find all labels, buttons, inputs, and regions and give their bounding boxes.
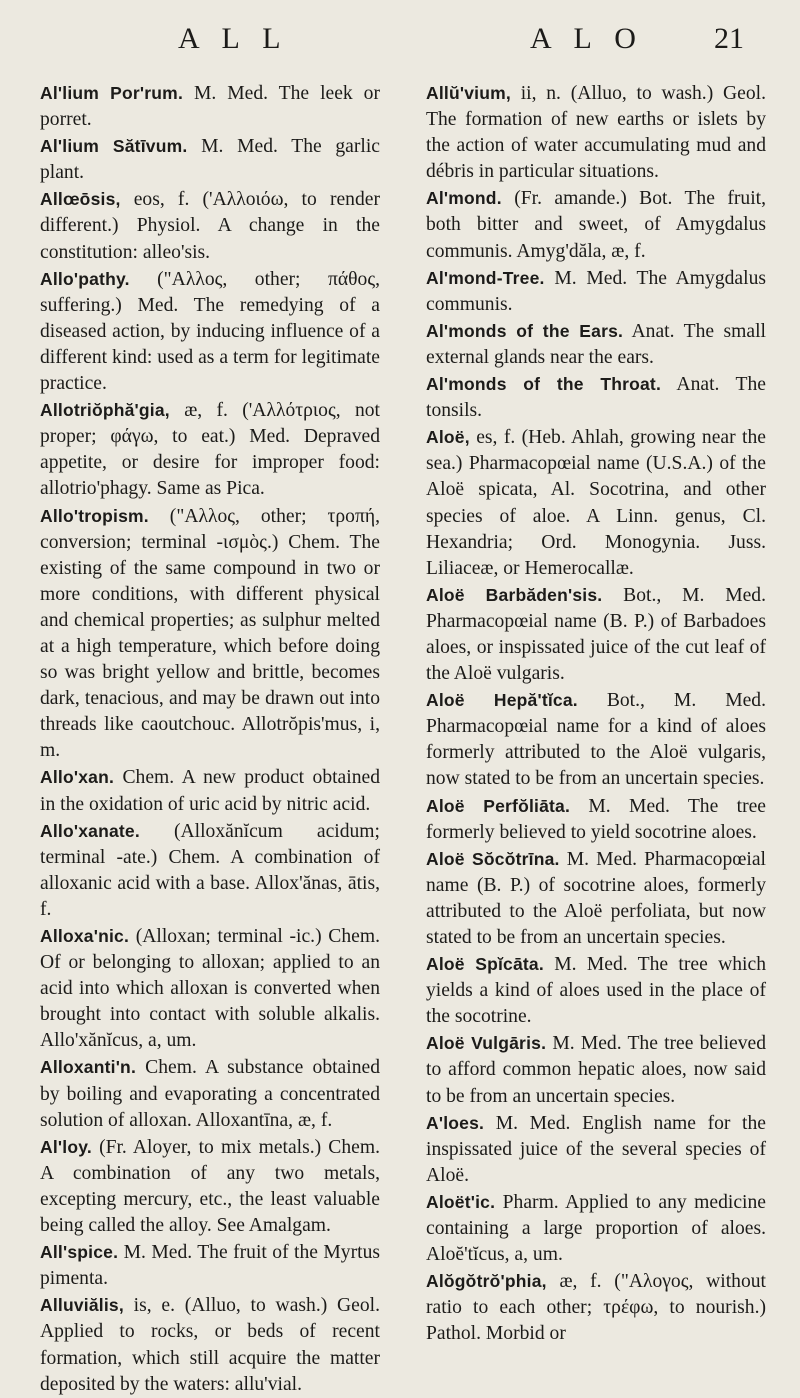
entry-headword: Allœōsis, <box>40 189 121 210</box>
entry-definition: æ, f. ('Αλλότριος, not proper; φάγω, to eat.) Med. Depraved appetite, or desire for improper food: allotrio'phagy. Same as Pica. <box>40 400 380 500</box>
entry-definition: is, e. (Alluo, to wash.) Geol. Applied to rocks, or beds of recent formation, which still acquire the matter deposited by the waters: allu'vial. <box>40 1295 380 1395</box>
dictionary-entry <box>426 951 766 1030</box>
entry-definition: Bot., M. Med. Pharmacopœial name for a kind of aloes formerly attributed to the Aloë vulgaris, now stated to be from an uncertain species. <box>426 690 767 790</box>
dictionary-entry <box>40 1292 380 1397</box>
entry-definition: M. Med. Pharmacopœial name (B. P.) of socotrine aloes, formerly attributed to the Aloë perfoliata, but now stated to be from an uncertain species. <box>426 848 766 948</box>
entry-definition: M. Med. The garlic plant. <box>40 136 380 184</box>
entry-headword: Aloët'ic. <box>426 1191 496 1212</box>
entry-definition: Anat. The small external glands near the ears. <box>426 320 766 368</box>
entry-definition: ii, n. (Alluo, to wash.) Geol. The formation of new earths or islets by the action of water accumulating mud and débris in particular situations. <box>426 83 766 183</box>
dictionary-entry <box>40 1134 380 1239</box>
entry-headword: Aloë Spĭcāta. <box>426 954 544 975</box>
entry-definition: ("Αλλος, other; τροπή, conversion; terminal -ισμὸς.) Chem. The existing of the same compound in two or more conditions, with different physical and chemical properties; as sulphur melted at a high temperature, which before doing so was bright yellow and brittle, becomes dark, tenacious, and may be drawn out into threads like caoutchouc. Allotrŏpis'mus, i, m. <box>40 505 380 762</box>
entry-headword: Al'lium Sătīvum. <box>40 136 188 157</box>
entry-definition: Bot., M. Med. Pharmacopœial name (B. P.) of Barbadoes aloes, or inspissated juice of the cut leaf of the Aloë vulgaris. <box>426 584 767 685</box>
entry-headword: Alluviălis, <box>40 1295 124 1316</box>
dictionary-entry <box>426 687 766 792</box>
entry-definition: ("Αλλος, other; πάθος, suffering.) Med. The remedying of a diseased action, by inducing influence of a different kind: used as a term for legitimate practice. <box>40 268 380 395</box>
entry-headword: Allo'xanate. <box>40 820 140 841</box>
entry-definition: Chem. A new product obtained in the oxidation of uric acid by nitric acid. <box>40 767 380 815</box>
entry-headword: Allo'pathy. <box>40 268 130 289</box>
dictionary-entry <box>426 1189 766 1268</box>
dictionary-entry <box>40 1054 380 1133</box>
dictionary-entry <box>426 371 766 424</box>
dictionary-entry <box>40 1239 380 1292</box>
entry-definition: M. Med. English name for the inspissated juice of the several species of Aloë. <box>426 1112 766 1186</box>
entry-definition: eos, f. ('Αλλοιόω, to render different.) Physiol. A change in the constitution: alleo'sis. <box>40 189 380 263</box>
dictionary-entry <box>426 185 766 264</box>
dictionary-entry <box>426 80 766 185</box>
entry-headword: All'spice. <box>40 1242 119 1263</box>
dictionary-entry <box>40 503 380 765</box>
dictionary-entry <box>426 1030 766 1109</box>
dictionary-entry <box>426 318 766 371</box>
entry-definition: Chem. A substance obtained by boiling and evaporating a concentrated solution of alloxan. Alloxantīna, æ, f. <box>40 1057 380 1131</box>
entry-headword: Aloë Vulgāris. <box>426 1033 547 1054</box>
entry-headword: Alloxa'nic. <box>40 926 130 946</box>
entry-headword: Aloë Hepă'tĭca. <box>426 690 578 711</box>
dictionary-entry <box>40 80 380 133</box>
page-number: 21 <box>714 22 744 55</box>
running-head-right: A L O <box>530 22 644 55</box>
dictionary-entry <box>40 266 380 397</box>
entry-headword: A'loes. <box>426 1112 485 1133</box>
entry-headword: Al'loy. <box>40 1136 92 1157</box>
dictionary-entry <box>40 186 380 265</box>
entry-definition: (Alloxan; terminal -ic.) Chem. Of or belonging to alloxan; applied to an acid into which alloxan is converted when brought into contact with soluble alkalis. Allo'xănĭcus, a, um. <box>40 926 380 1052</box>
entry-definition: M. Med. The Amygdalus communis. <box>426 267 766 315</box>
entry-headword: Aloë Sŏcŏtrīna. <box>426 848 560 869</box>
dictionary-entry <box>426 424 766 582</box>
entry-headword: Allotriŏphă'gia, <box>40 400 170 421</box>
entry-headword: Al'monds of the Ears. <box>426 320 624 341</box>
dictionary-entry <box>426 265 766 318</box>
entry-headword: Al'monds of the Throat. <box>426 374 662 395</box>
entry-headword: Alloxanti'n. <box>40 1057 137 1078</box>
entry-headword: Allo'tropism. <box>40 505 149 526</box>
entry-definition: M. Med. The tree formerly believed to yield socotrine aloes. <box>426 795 766 843</box>
page-header <box>0 22 800 78</box>
entry-headword: Al'mond. <box>426 188 502 209</box>
running-head-left: A L L <box>178 22 289 55</box>
dictionary-entry <box>426 846 766 951</box>
entry-headword: Allo'xan. <box>40 767 115 788</box>
dictionary-entry <box>426 582 766 687</box>
dictionary-entry <box>40 397 380 502</box>
entry-headword: Aloë Perfŏliāta. <box>426 795 571 816</box>
dictionary-entry <box>40 764 380 817</box>
entry-headword: Al'mond-Tree. <box>426 267 545 288</box>
entry-headword: Allŭ'vium, <box>426 83 511 103</box>
dictionary-entry <box>40 133 380 186</box>
right-column <box>426 80 766 1348</box>
entry-definition: M. Med. The leek or porret. <box>40 83 380 131</box>
entry-headword: Aloë, <box>426 427 470 448</box>
entry-headword: Alŏgŏtrŏ'phia, <box>426 1271 547 1292</box>
entry-headword: Al'lium Por'rum. <box>40 83 184 103</box>
dictionary-entry <box>426 793 766 846</box>
entry-definition: M. Med. The fruit of the Myrtus pimenta. <box>40 1242 380 1290</box>
dictionary-entry <box>426 1268 766 1347</box>
entry-definition: (Alloxănĭcum acidum; terminal -ate.) Chem. A combination of alloxanic acid with a base. Allox'ănas, ātis, f. <box>40 820 380 920</box>
entry-headword: Aloë Barbăden'sis. <box>426 584 603 605</box>
entry-definition: Pharm. Applied to any medicine containing a large proportion of aloes. Aloĕ'tĭcus, a, um. <box>426 1191 766 1266</box>
entry-definition: M. Med. The tree believed to afford common hepatic aloes, now said to be from an uncertain species. <box>426 1033 766 1107</box>
dictionary-entry <box>40 923 380 1054</box>
dictionary-entry <box>40 818 380 923</box>
dictionary-entry <box>426 1110 766 1189</box>
left-column <box>40 80 380 1398</box>
entry-definition: Anat. The tonsils. <box>426 374 767 422</box>
entry-definition: es, f. (Heb. Ahlah, growing near the sea.) Pharmacopœial name (U.S.A.) of the Aloë spicata, Al. Socotrina, and other species of aloe. A Linn. genus, Cl. Hexandria; Ord. Monogynia. Juss. Liliaceæ, or Hemerocallæ. <box>426 427 766 579</box>
entry-definition: M. Med. The tree which yields a kind of aloes used in the place of the socotrine. <box>426 954 766 1028</box>
entry-definition: (Fr. amande.) Bot. The fruit, both bitter and sweet, of Amygdalus communis. Amyg'dăla, æ, f. <box>426 188 766 262</box>
entry-definition: (Fr. Aloyer, to mix metals.) Chem. A combination of any two metals, excepting mercury, etc., the least valuable being called the alloy. See Amalgam. <box>40 1136 380 1237</box>
entry-definition: æ, f. ("Αλογος, without ratio to each other; τρέφω, to nourish.) Pathol. Morbid or <box>426 1271 766 1345</box>
